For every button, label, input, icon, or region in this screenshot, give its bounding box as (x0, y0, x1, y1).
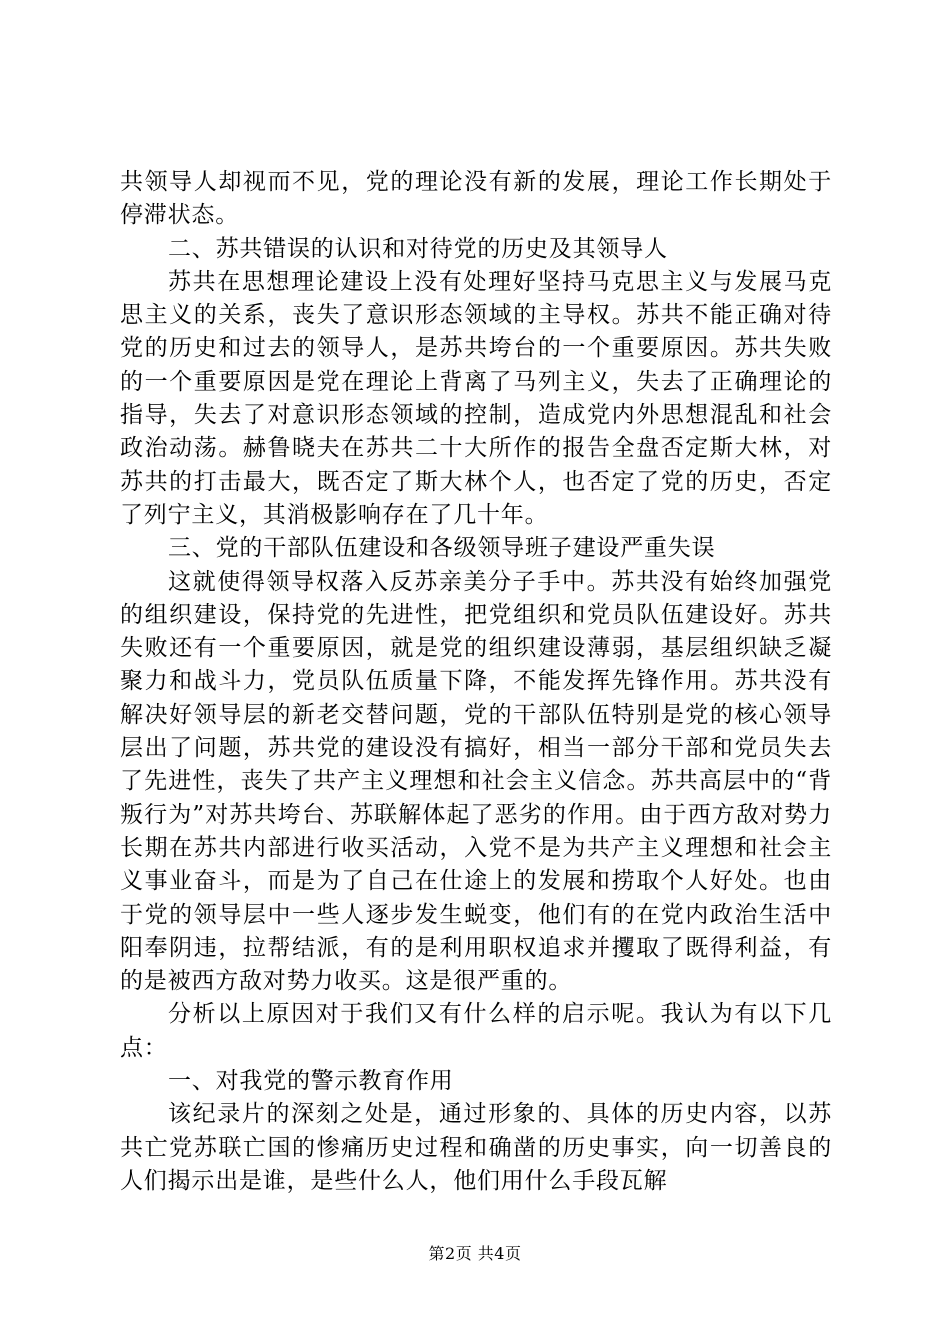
paragraph-documentary: 该纪录片的深刻之处是，通过形象的、具体的历史内容，以苏共亡党苏联亡国的惨痛历史过程和确凿的历史事实，向一切善良的人们揭示出是谁，是些什么人，他们用什么手段瓦解 (120, 1101, 832, 1194)
section-heading-3: 三、党的干部队伍建设和各级领导班子建设严重失误 (168, 535, 716, 562)
paragraph-continuation: 共领导人却视而不见，党的理论没有新的发展，理论工作长期处于停滞状态。 (120, 169, 832, 229)
paragraph-ideology: 苏共在思想理论建设上没有处理好坚持马克思主义与发展马克思主义的关系，丧失了意识形态领域的主导权。苏共不能正确对待党的历史和过去的领导人，是苏共垮台的一个重要原因。苏共失败的一个重要原因是党在理论上背离了马列主义，失去了正确理论的指导，失去了对意识形态领域的控制，造成党内外思想混乱和社会政治动荡。赫鲁晓夫在苏共二十大所作的报告全盘否定斯大林，对苏共的打击最大，既否定了斯大林个人，也否定了党的历史，否定了列宁主义，其消极影响存在了几十年。 (120, 268, 832, 528)
section-heading-1: 一、对我党的警示教育作用 (168, 1068, 454, 1095)
document-body (120, 166, 832, 1198)
section-heading-2: 二、苏共错误的认识和对待党的历史及其领导人 (168, 235, 668, 262)
paragraph-analysis: 分析以上原因对于我们又有什么样的启示呢。我认为有以下几点： (120, 1001, 832, 1061)
page-footer: 第2页 共4页 (428, 1244, 522, 1263)
paragraph-cadre: 这就使得领导权落入反苏亲美分子手中。苏共没有始终加强党的组织建设，保持党的先进性，把党组织和党员队伍建设好。苏共失败还有一个重要原因，就是党的组织建设薄弱，基层组织缺乏凝聚力和战斗力，党员队伍质量下降，不能发挥先锋作用。苏共没有解决好领导层的新老交替问题，党的干部队伍特别是党的核心领导层出了问题，苏共党的建设没有搞好，相当一部分干部和党员失去了先进性，丧失了共产主义理想和社会主义信念。苏共高层中的“背叛行为”对苏共垮台、苏联解体起了恶劣的作用。由于西方敌对势力长期在苏共内部进行收买活动，入党不是为共产主义理想和社会主义事业奋斗，而是为了自己在仕途上的发展和捞取个人好处。也由于党的领导层中一些人逐步发生蜕变，他们有的在党内政治生活中阳奉阴违，拉帮结派，有的是利用职权追求并攫取了既得利益，有的是被西方敌对势力收买。这是很严重的。 (120, 568, 832, 995)
